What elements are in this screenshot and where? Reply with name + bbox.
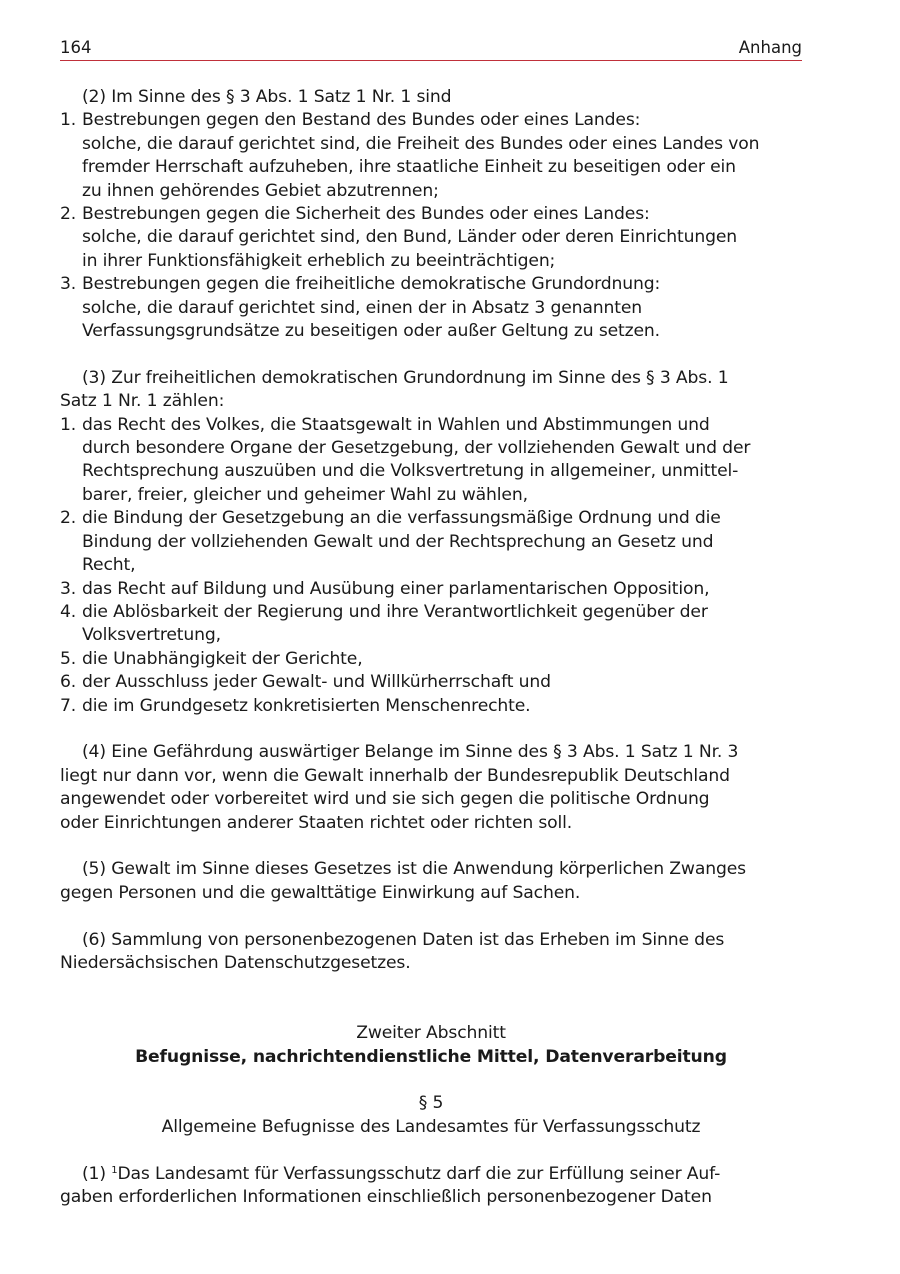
text-line: zu ihnen gehörendes Gebiet abzutrennen; bbox=[82, 180, 439, 201]
running-title: Anhang bbox=[738, 38, 802, 57]
list-item bbox=[60, 109, 802, 203]
section-4-line: liegt nur dann vor, wenn die Gewalt innerhalb der Bundesrepublik Deutschland bbox=[60, 765, 730, 786]
text-line: die Bindung der Gesetzgebung an die verfassungsmäßige Ordnung und die bbox=[82, 508, 721, 529]
page-body bbox=[60, 86, 802, 1209]
section-2-intro: (2) Im Sinne des § 3 Abs. 1 Satz 1 Nr. 1 sind bbox=[82, 87, 452, 107]
list-number: 1. bbox=[60, 110, 77, 131]
text-line: solche, die darauf gerichtet sind, einen der in Absatz 3 genannten bbox=[82, 297, 643, 318]
list-number: 1. bbox=[60, 414, 77, 435]
list-number: 3. bbox=[60, 578, 77, 599]
text-line: solche, die darauf gerichtet sind, die Freiheit des Bundes oder eines Landes von bbox=[82, 133, 760, 154]
text-line: solche, die darauf gerichtet sind, den Bund, Länder oder deren Einrichtungen bbox=[82, 227, 738, 248]
subsection-prefix: (1) bbox=[82, 1163, 112, 1184]
text-line: das Recht des Volkes, die Staatsgewalt in Wahlen und Abstimmungen und bbox=[82, 414, 710, 435]
section-3-intro: (3) Zur freiheitlichen demokratischen Grundordnung im Sinne des § 3 Abs. 1 bbox=[82, 367, 729, 388]
section-4-line: (4) Eine Gefährdung auswärtiger Belange im Sinne des § 3 Abs. 1 Satz 1 Nr. 3 bbox=[82, 742, 739, 763]
list-item bbox=[60, 273, 802, 343]
list-item bbox=[60, 601, 802, 648]
list-number: 7. bbox=[60, 695, 77, 716]
text-line: der Ausschluss jeder Gewalt- und Willkürherrschaft und bbox=[82, 672, 551, 693]
text-line: barer, freier, gleicher und geheimer Wahl zu wählen, bbox=[82, 484, 528, 505]
text-line: Das Landesamt für Verfassungsschutz darf die zur Erfüllung seiner Auf- bbox=[117, 1163, 721, 1184]
list-item bbox=[60, 578, 802, 601]
text-line: Rechtsprechung auszuüben und die Volksvertretung in allgemeiner, unmittel- bbox=[82, 461, 739, 482]
section-6-line: Niedersächsischen Datenschutzgesetzes. bbox=[60, 952, 411, 973]
text-line: durch besondere Organe der Gesetzgebung, der vollziehenden Gewalt und der bbox=[82, 438, 751, 459]
list-number: 3. bbox=[60, 274, 77, 295]
text-line: die Ablösbarkeit der Regierung und ihre Verantwortlichkeit gegenüber der bbox=[82, 601, 708, 622]
list-item bbox=[60, 203, 802, 273]
section-5-line: (5) Gewalt im Sinne dieses Gesetzes ist die Anwendung körperlichen Zwanges bbox=[82, 859, 746, 880]
page-header bbox=[60, 36, 802, 61]
text-line: in ihrer Funktionsfähigkeit erheblich zu beeinträchtigen; bbox=[82, 250, 556, 271]
paragraph-5-line bbox=[60, 1163, 802, 1186]
text-line: Bestrebungen gegen die freiheitliche demokratische Grundordnung: bbox=[82, 274, 661, 295]
paragraph-title: Allgemeine Befugnisse des Landesamtes für Verfassungsschutz bbox=[161, 1116, 701, 1137]
list-item bbox=[60, 648, 802, 671]
sentence-number: 1 bbox=[111, 1164, 118, 1176]
text-line: fremder Herrschaft aufzuheben, ihre staatliche Einheit zu beseitigen oder ein bbox=[82, 157, 736, 178]
section-6-line: (6) Sammlung von personenbezogenen Daten ist das Erheben im Sinne des bbox=[82, 929, 725, 950]
text-line: das Recht auf Bildung und Ausübung einer parlamentarischen Opposition, bbox=[82, 578, 710, 599]
section-4-line: angewendet oder vorbereitet wird und sie sich gegen die politische Ordnung bbox=[60, 789, 710, 810]
text-line: Recht, bbox=[82, 555, 136, 576]
text-line: Bindung der vollziehenden Gewalt und der Rechtsprechung an Gesetz und bbox=[82, 531, 714, 552]
text-line: die Unabhängigkeit der Gerichte, bbox=[82, 648, 363, 669]
section-3-intro-cont: Satz 1 Nr. 1 zählen: bbox=[60, 391, 225, 412]
list-item bbox=[60, 671, 802, 694]
text-line: Bestrebungen gegen die Sicherheit des Bundes oder eines Landes: bbox=[82, 204, 650, 225]
chapter-title: Befugnisse, nachrichtendienstliche Mittel, Datenverarbeitung bbox=[135, 1046, 727, 1067]
list-number: 5. bbox=[60, 648, 77, 669]
text-line: Verfassungsgrundsätze zu beseitigen oder außer Geltung zu setzen. bbox=[82, 321, 660, 342]
list-number: 4. bbox=[60, 601, 77, 622]
paragraph-5-line: gaben erforderlichen Informationen einschließlich personenbezogener Daten bbox=[60, 1186, 712, 1207]
section-5-line: gegen Personen und die gewalttätige Einwirkung auf Sachen. bbox=[60, 882, 581, 903]
section-4-line: oder Einrichtungen anderer Staaten richtet oder richten soll. bbox=[60, 812, 573, 833]
list-item bbox=[60, 414, 802, 508]
paragraph-symbol: § 5 bbox=[418, 1093, 444, 1114]
list-item bbox=[60, 507, 802, 577]
text-line: die im Grundgesetz konkretisierten Menschenrechte. bbox=[82, 695, 531, 716]
chapter-label: Zweiter Abschnitt bbox=[356, 1023, 506, 1044]
text-line: Bestrebungen gegen den Bestand des Bundes oder eines Landes: bbox=[82, 110, 641, 131]
list-number: 2. bbox=[60, 508, 77, 529]
list-item bbox=[60, 695, 802, 718]
list-number: 6. bbox=[60, 672, 77, 693]
page-number: 164 bbox=[60, 38, 92, 57]
list-number: 2. bbox=[60, 204, 77, 225]
text-line: Volksvertretung, bbox=[82, 625, 221, 646]
